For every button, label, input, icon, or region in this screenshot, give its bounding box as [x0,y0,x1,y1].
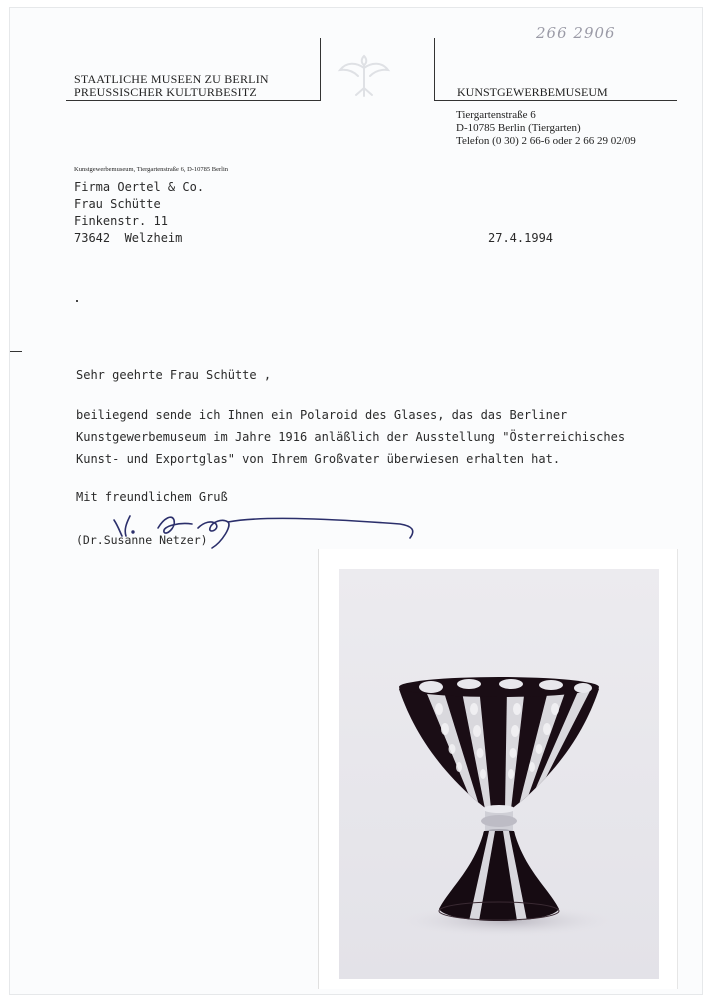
letter-sheet [10,8,702,994]
fold-mark [10,351,22,352]
recipient-city: 73642 Welzheim [74,231,183,245]
museum-name: KUNSTGEWERBEMUSEUM [457,85,608,99]
body-line-1: beiliegend sende ich Ihnen ein Polaroid des Glases, das das Berliner [76,408,568,422]
institution-subtitle: PREUSSISCHER KULTURBESITZ [74,85,257,99]
closing: Mit freundlichem Gruß [76,490,228,504]
typed-dot [76,300,78,302]
recipient-street: Finkenstr. 11 [74,214,168,228]
letterhead-left [66,38,321,101]
institution-name: STAATLICHE MUSEEN ZU BERLIN [74,72,269,86]
signer-name: (Dr.Susanne Netzer) [76,533,208,547]
embossed-eagle-icon [336,50,392,98]
body-line-2: Kunstgewerbemuseum im Jahre 1916 anläßlich der Ausstellung "Österreichisches [76,430,626,444]
body-line-3: Kunst- und Exportglas" von Ihrem Großvater überwiesen erhalten hat. [76,452,561,466]
salutation: Sehr geehrte Frau Schütte , [76,368,272,382]
archive-number: 266 2906 [536,24,616,42]
museum-street: Tiergartenstraße 6 [456,109,536,121]
recipient-company: Firma Oertel & Co. [74,180,205,194]
letterhead-right [434,38,677,101]
museum-city: D-10785 Berlin (Tiergarten) [456,122,581,134]
vase-photo [339,569,659,979]
return-address: Kunstgewerbemuseum, Tiergartenstraße 6, D-10785 Berlin [74,166,229,173]
museum-phone: Telefon (0 30) 2 66-6 oder 2 66 29 02/09 [456,135,636,147]
recipient-person: Frau Schütte [74,197,161,211]
letter-date: 27.4.1994 [488,231,554,245]
polaroid-photo [318,549,678,989]
